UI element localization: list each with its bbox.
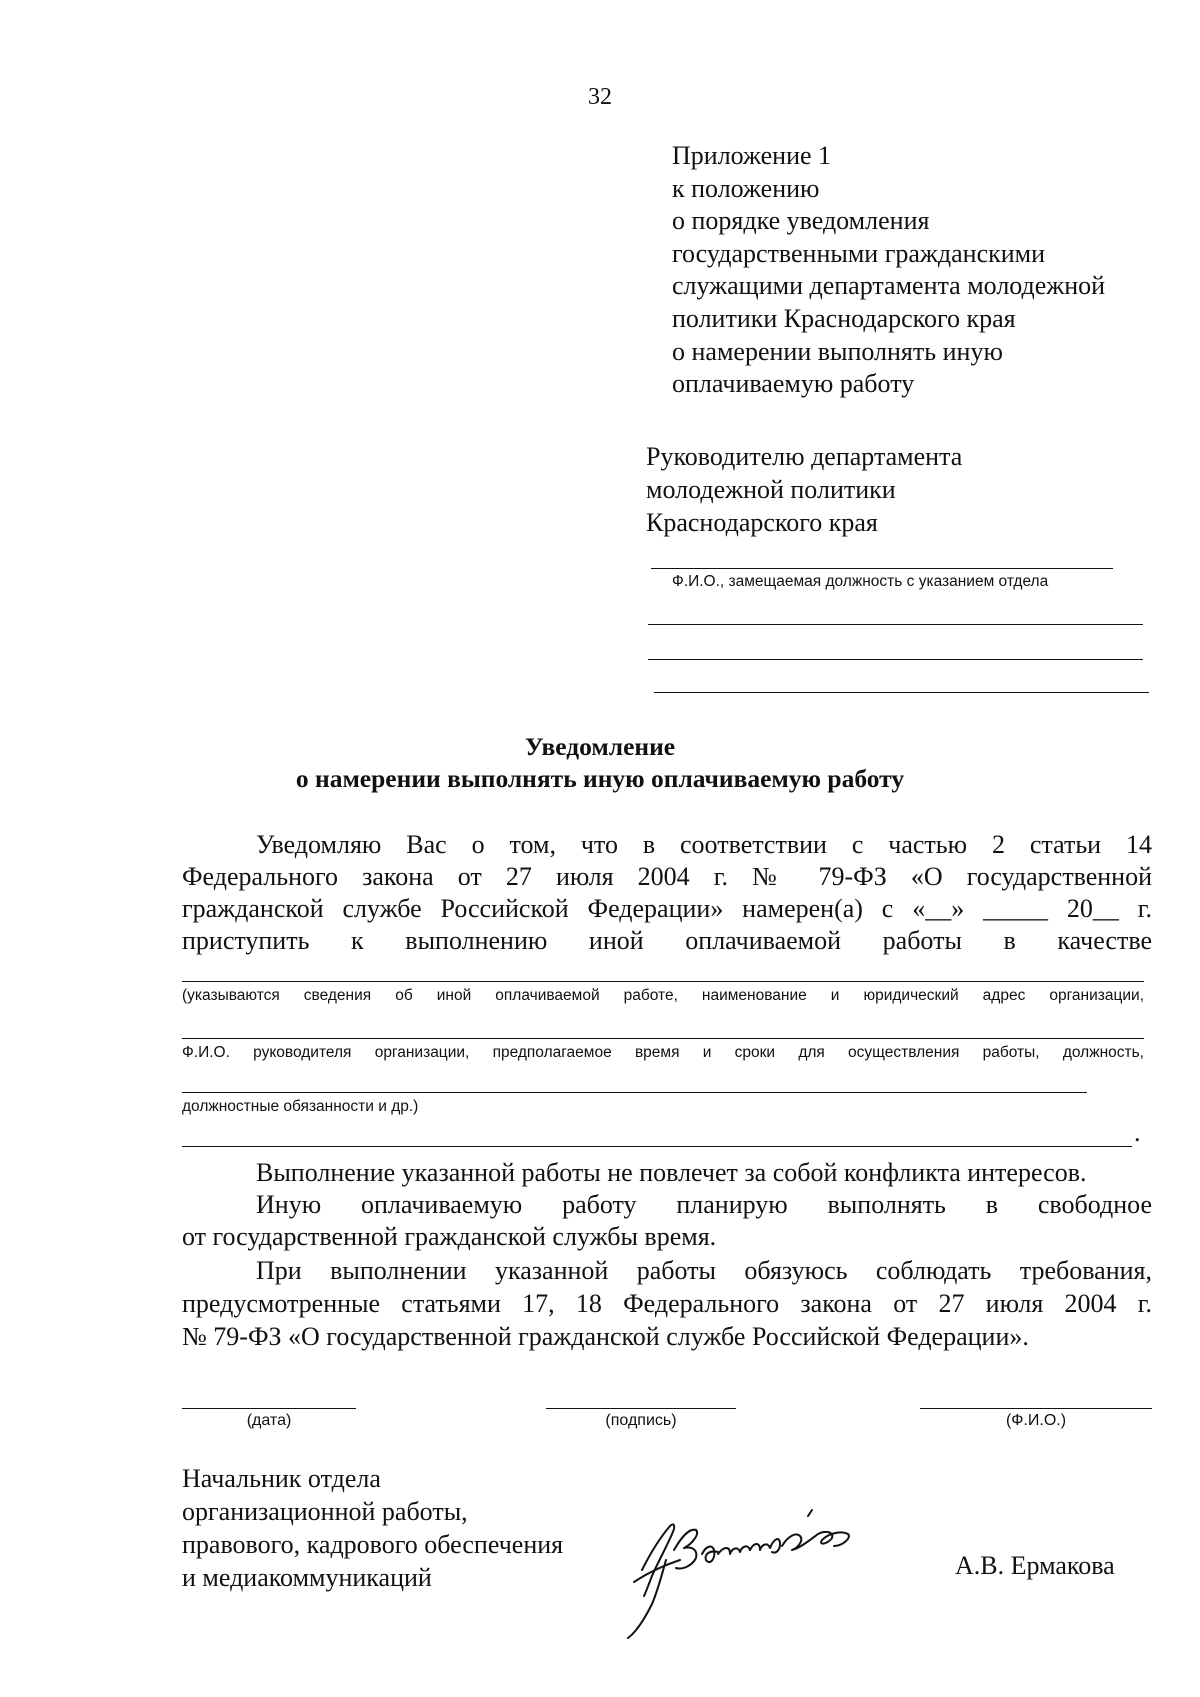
body-line: гражданской службе Российской Федерации» намерен(а) с «__» _____ 20__ г. [182, 894, 1152, 923]
work-details-blank-line-4[interactable] [182, 1146, 1132, 1147]
appendix-line: к положению [672, 173, 820, 203]
body-line: При выполнении указанной работы обязуюсь соблюдать требования, [256, 1256, 1152, 1285]
fio-signature-caption: (Ф.И.О.) [1005, 1412, 1067, 1429]
sender-blank-line-2[interactable] [648, 659, 1143, 660]
page-number: 32 [588, 84, 612, 110]
addressee-block [646, 440, 962, 539]
fio-signature-blank-line[interactable] [920, 1408, 1152, 1409]
signature-blank-line[interactable] [546, 1408, 736, 1409]
date-blank-line[interactable] [182, 1408, 356, 1409]
date-caption: (дата) [246, 1412, 292, 1429]
body-line: № 79-ФЗ «О государственной гражданской службе Российской Федерации». [182, 1322, 1029, 1351]
position-line: и медиакоммуникаций [182, 1563, 432, 1592]
fio-caption: Ф.И.О., замещаемая должность с указанием отдела [672, 573, 1049, 590]
signer-name: А.В. Ермакова [955, 1551, 1115, 1580]
work-details-blank-line-3[interactable] [182, 1092, 1087, 1093]
position-line: правового, кадрового обеспечения [182, 1530, 564, 1559]
appendix-line: служащими департамента молодежной [672, 271, 1106, 301]
body-line: предусмотренные статьями 17, 18 Федерального закона от 27 июля 2004 г. [182, 1289, 1152, 1318]
appendix-line: оплачиваемую работу [672, 369, 915, 399]
position-line: организационной работы, [182, 1497, 468, 1526]
body-line: приступить к выполнению иной оплачиваемой работы в качестве [182, 926, 1152, 955]
appendix-line: о порядке уведомления [672, 206, 930, 236]
appendix-line: о намерении выполнять иную [672, 336, 1003, 366]
body-line: Иную оплачиваемую работу планирую выполнять в свободное [256, 1190, 1152, 1219]
work-details-blank-line-2[interactable] [182, 1038, 1144, 1039]
body-line: Выполнение указанной работы не повлечет за собой конфликта интересов. [256, 1158, 1087, 1187]
addressee-line: Краснодарского края [646, 508, 878, 537]
handwritten-signature [622, 1500, 872, 1640]
fio-blank-line[interactable] [651, 568, 1113, 569]
body-line: Уведомляю Вас о том, что в соответствии с частью 2 статьи 14 [256, 830, 1152, 859]
work-details-caption-2: Ф.И.О. руководителя организации, предполагаемое время и сроки для осуществления работы, должность, [182, 1044, 1144, 1061]
work-details-blank-line-1[interactable] [182, 981, 1144, 982]
appendix-line: государственными гражданскими [672, 238, 1046, 268]
signature-caption: (подпись) [605, 1412, 677, 1429]
work-details-caption-3: должностные обязанности и др.) [182, 1098, 419, 1115]
body-line: Федерального закона от 27 июля 2004 г. № 79-ФЗ «О государственной [182, 862, 1152, 891]
body-line: от государственной гражданской службы время. [182, 1222, 717, 1251]
document-subtitle: о намерении выполнять иную оплачиваемую работу [295, 764, 905, 793]
addressee-line: молодежной политики [646, 475, 896, 504]
signer-position [182, 1462, 563, 1594]
appendix-line: политики Краснодарского края [672, 303, 1016, 333]
position-line: Начальник отдела [182, 1464, 381, 1493]
work-details-caption-1: (указываются сведения об иной оплачиваемой работе, наименование и юридический адрес организации, [182, 987, 1144, 1004]
document-title: Уведомление [524, 732, 676, 761]
addressee-line: Руководителю департамента [646, 442, 963, 471]
sender-blank-line-3[interactable] [654, 692, 1149, 693]
sentence-period: . [1134, 1118, 1141, 1147]
sender-blank-line-1[interactable] [648, 624, 1143, 625]
appendix-line: Приложение 1 [672, 141, 832, 170]
appendix-header [672, 140, 1105, 401]
